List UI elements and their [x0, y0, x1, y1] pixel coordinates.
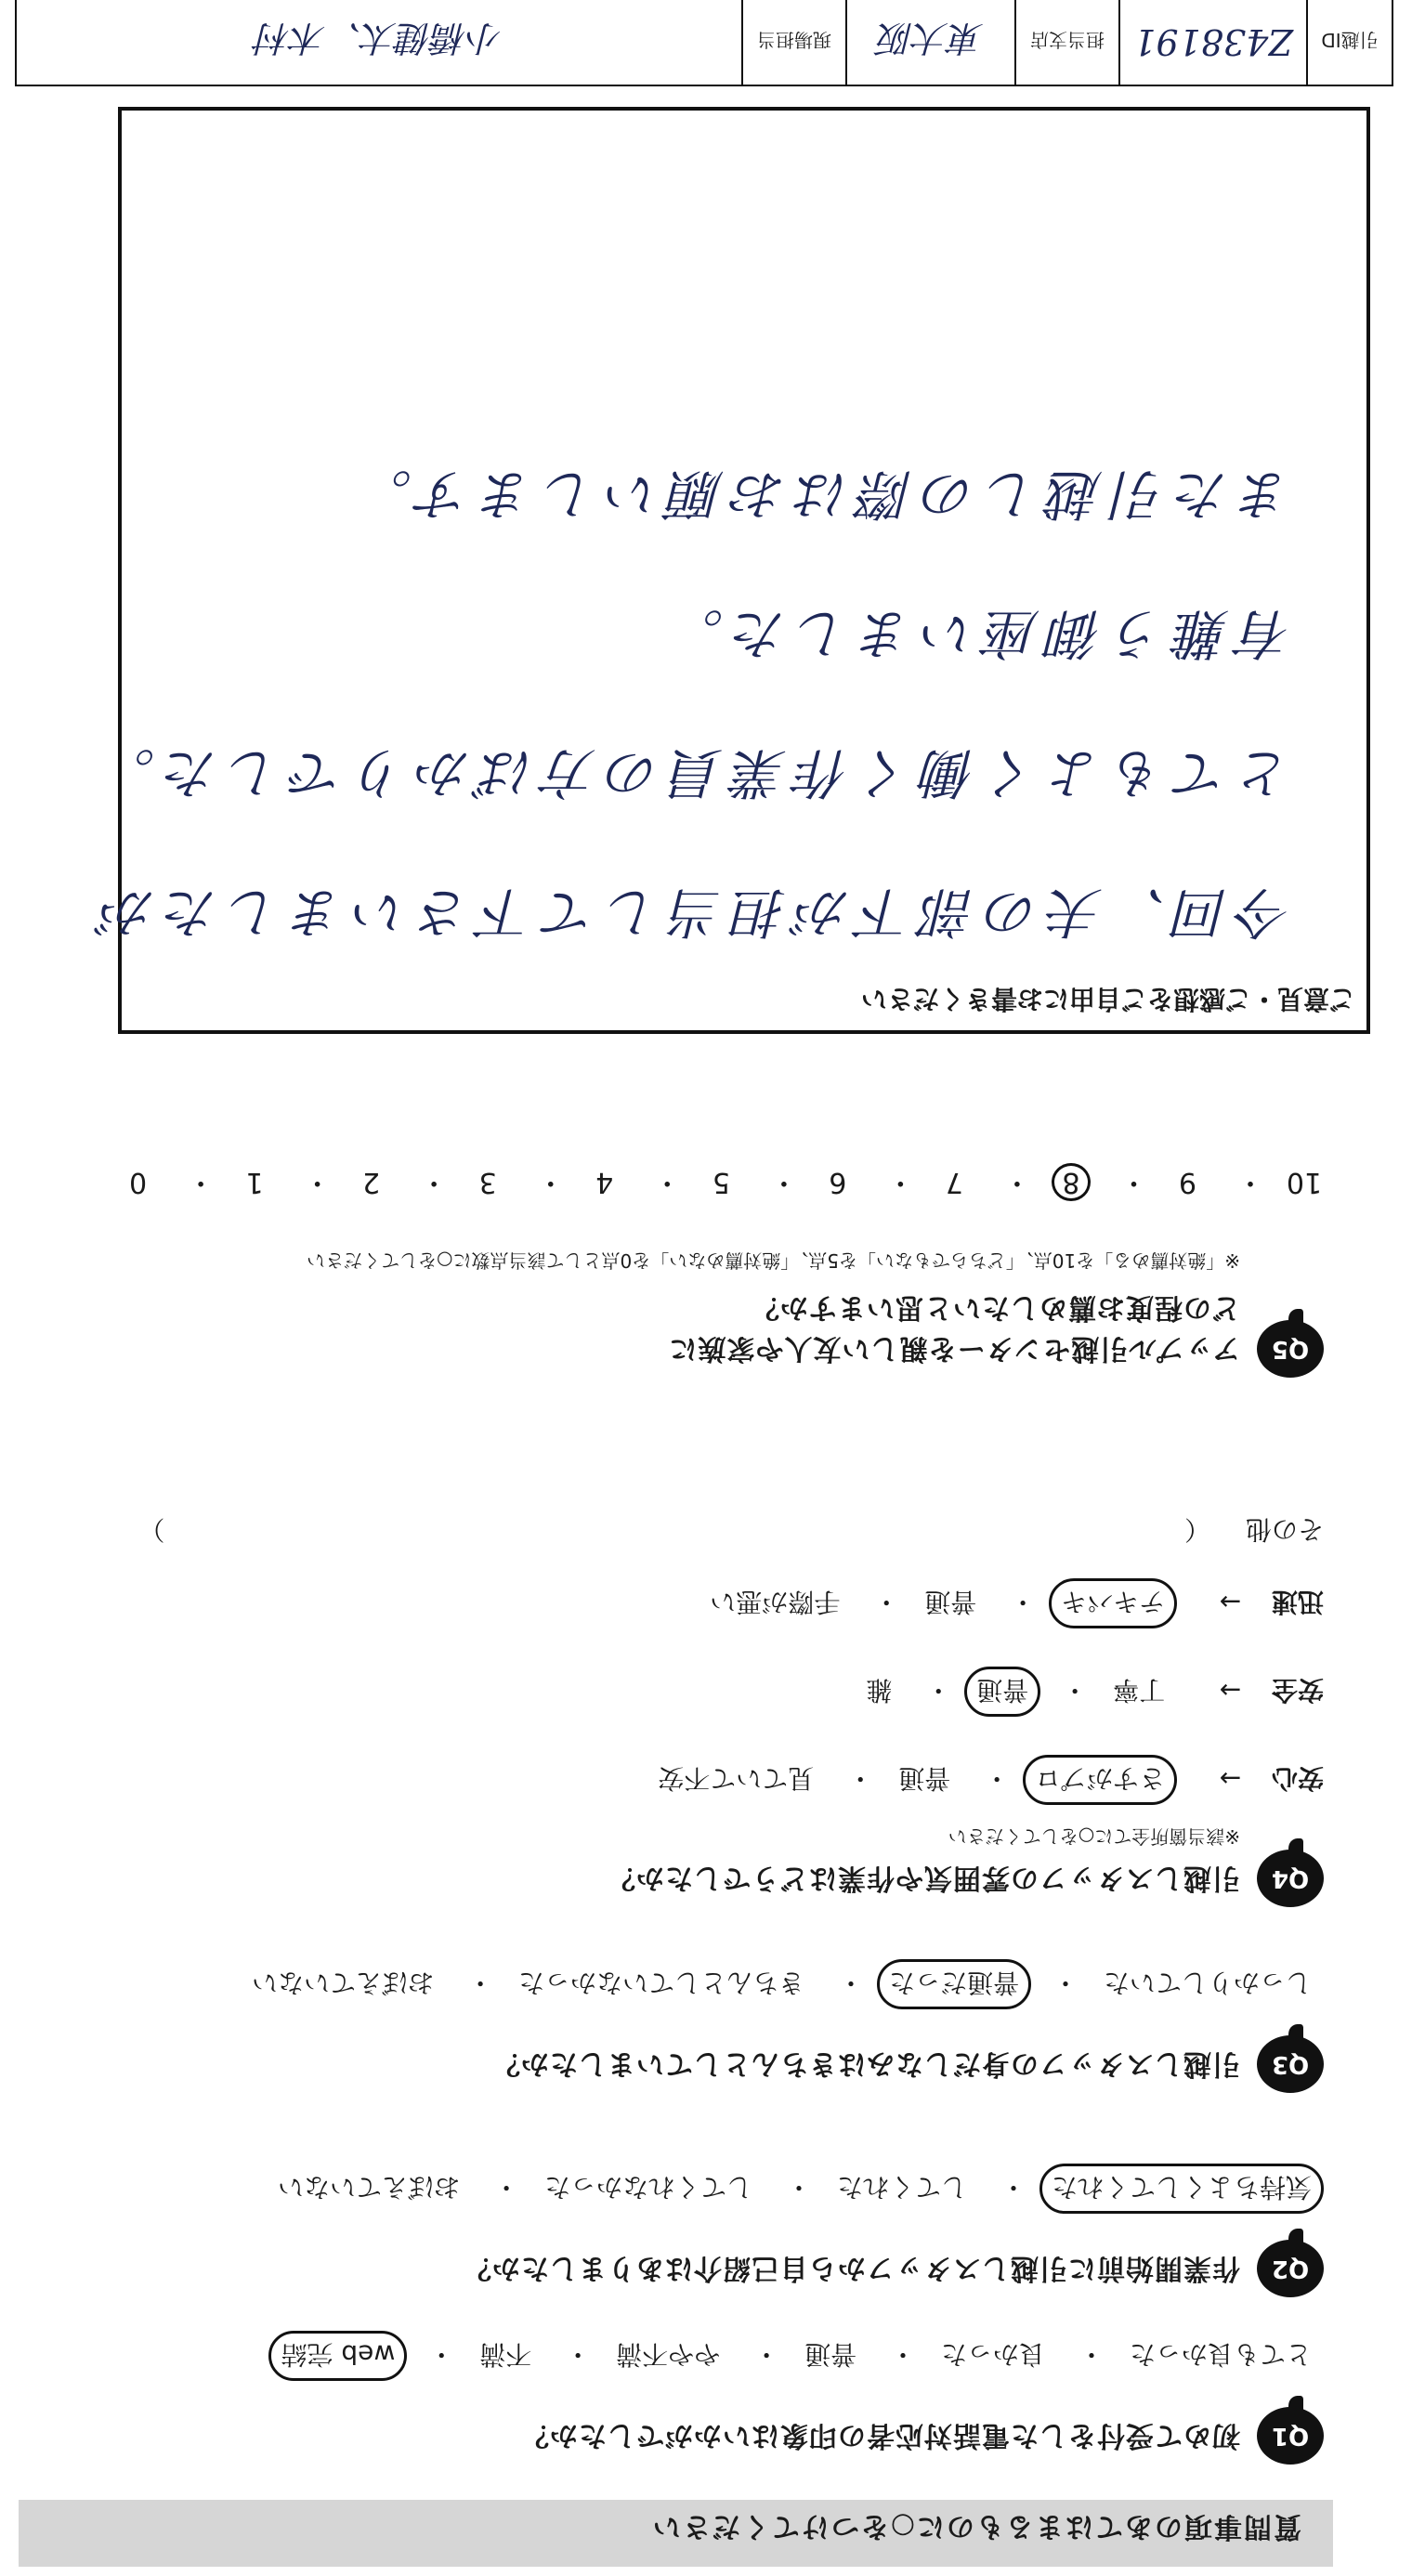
other-label: その他: [1245, 1514, 1324, 1545]
other-open-paren: （: [1184, 1514, 1211, 1545]
q2-option[interactable]: してくれた: [837, 2172, 968, 2203]
q3-option[interactable]: しっかりしていた: [1103, 1968, 1312, 1998]
q2-option[interactable]: してくれなかった: [544, 2172, 753, 2203]
row-label: 迅速: [1271, 1587, 1324, 1617]
branch-label: 担当支店: [1014, 0, 1118, 85]
q5-scale: 10・ 9・ 8・ 7・ 6・ 5・ 4・ 3・ 2・ 1・ 0: [119, 1163, 1324, 1206]
q5-text-1: アップル引越センターを親しい友人や家族に: [668, 1332, 1240, 1365]
q5-text-2: どの程度お薦めしたいと思いますか？: [751, 1291, 1240, 1324]
comment-box[interactable]: [91, 107, 1370, 1034]
q4-option[interactable]: 普通: [898, 1763, 951, 1794]
score-10[interactable]: 10: [1286, 1166, 1323, 1198]
q1-option-selected[interactable]: web 完結: [269, 2331, 408, 2381]
score-8-selected[interactable]: 8: [1052, 1163, 1091, 1201]
q1-option[interactable]: とても良かった: [1129, 2339, 1312, 2370]
instruction-text: 質問事項のあてはまるものに○をつけてください: [650, 2510, 1301, 2543]
q2-option[interactable]: おぼえていない: [278, 2172, 461, 2203]
score-1[interactable]: 1: [245, 1166, 264, 1198]
q3-option-selected[interactable]: 普通だった: [877, 1959, 1031, 2009]
comment-heading: ご意見・ご感想をご自由にお書きください: [860, 984, 1355, 1014]
q4-note: ※該当箇所全てに○をしてください: [948, 1825, 1240, 1848]
info-bar: [15, 0, 1393, 86]
row-label: 安全: [1271, 1675, 1324, 1706]
score-0[interactable]: 0: [128, 1166, 148, 1198]
q2-text: 作業開始前に引越しスタッフから自己紹介はありましたか？: [463, 2252, 1240, 2284]
comment-line: とてもよく働く作業員の方ばかりでした。: [91, 741, 1292, 804]
q3-text: 引越しスタッフの身だしなみはきちんとしていましたか？: [491, 2047, 1240, 2080]
q4-text: 引越しスタッフの雰囲気や作業はどうでしたか？: [607, 1862, 1240, 1894]
q4-option[interactable]: 手際が悪い: [710, 1587, 841, 1617]
q4-option[interactable]: 普通: [924, 1587, 977, 1617]
q4-option[interactable]: 雑: [866, 1675, 893, 1706]
comment-line: また引越しの際はお願いします。: [348, 463, 1292, 526]
q1-option[interactable]: 不満: [479, 2339, 532, 2370]
staff-value: 小橋健太、木村: [255, 18, 503, 59]
q2-badge: Q2: [1257, 2240, 1324, 2297]
score-7[interactable]: 7: [945, 1166, 963, 1198]
arrow-icon: →: [1219, 1763, 1242, 1794]
id-label: 引越ID: [1306, 0, 1392, 85]
q4-other: [116, 1512, 1324, 1550]
score-6[interactable]: 6: [829, 1166, 847, 1198]
q4-option-selected[interactable]: さすがプロ: [1023, 1755, 1177, 1805]
q1-option[interactable]: 良かった: [941, 2339, 1046, 2370]
comment-line: 有難う御座いました。: [660, 602, 1292, 665]
q1-text: 初めて受付をした電話対応者の印象はいかがでしたか？: [520, 2419, 1240, 2452]
q2-options: 気持ちよくしてくれた・ してくれた・ してくれなかった・ おぼえていない: [253, 2164, 1324, 2214]
comment-line: 今回、夫の部下が担当して下さいましたが: [91, 881, 1292, 944]
staff-label: 現場担当: [741, 0, 845, 85]
q1-options: とても良かった・ 良かった・ 普通・ やや不満・ 不満・ web 完結: [256, 2331, 1325, 2381]
q4-option-selected[interactable]: 普通: [964, 1667, 1040, 1717]
q3-option[interactable]: おぼえていない: [252, 1968, 435, 1998]
id-value: Z438191: [1118, 0, 1306, 85]
score-5[interactable]: 5: [712, 1166, 730, 1198]
row-label: 安心: [1271, 1763, 1324, 1794]
q4-row-anshin: 安心 → さすがプロ・ 普通・ 見ていて不安: [633, 1755, 1324, 1805]
q2-option-selected[interactable]: 気持ちよくしてくれた: [1039, 2164, 1324, 2214]
q1-option[interactable]: やや不満: [616, 2339, 721, 2370]
q4-badge: Q4: [1257, 1850, 1324, 1907]
q3-options: しっかりしていた・ 普通だった・ きちんとしていなかった・ おぼえていない: [227, 1959, 1324, 2009]
branch-value: 東大阪: [845, 0, 1014, 85]
q4-option-selected[interactable]: テキパキ: [1049, 1578, 1177, 1628]
score-4[interactable]: 4: [595, 1166, 614, 1198]
q5-note: ※「絶対薦める」を10点、「どちらでもない」を5点、「絶対薦めない」を0点として該当点数に○をしてください: [307, 1249, 1240, 1272]
score-3[interactable]: 3: [478, 1166, 497, 1198]
q4-option[interactable]: 見ていて不安: [658, 1763, 815, 1794]
instruction-band: [19, 2500, 1333, 2567]
q1-option[interactable]: 普通: [804, 2339, 857, 2370]
score-9[interactable]: 9: [1178, 1166, 1196, 1198]
q3-option[interactable]: きちんとしていなかった: [518, 1968, 805, 1998]
other-close-paren: ）: [138, 1514, 165, 1545]
arrow-icon: →: [1219, 1675, 1242, 1706]
q3-badge: Q3: [1257, 2035, 1324, 2093]
q5-badge: Q5: [1257, 1320, 1324, 1378]
q4-row-jinsoku: 迅速 → テキパキ・ 普通・ 手際が悪い: [685, 1578, 1324, 1628]
arrow-icon: →: [1219, 1587, 1242, 1617]
score-2[interactable]: 2: [362, 1166, 381, 1198]
q4-row-anzen: 安全 → 丁寧・ 普通・ 雑: [841, 1667, 1324, 1717]
q1-badge: Q1: [1257, 2407, 1324, 2465]
q4-option[interactable]: 丁寧: [1113, 1675, 1166, 1706]
